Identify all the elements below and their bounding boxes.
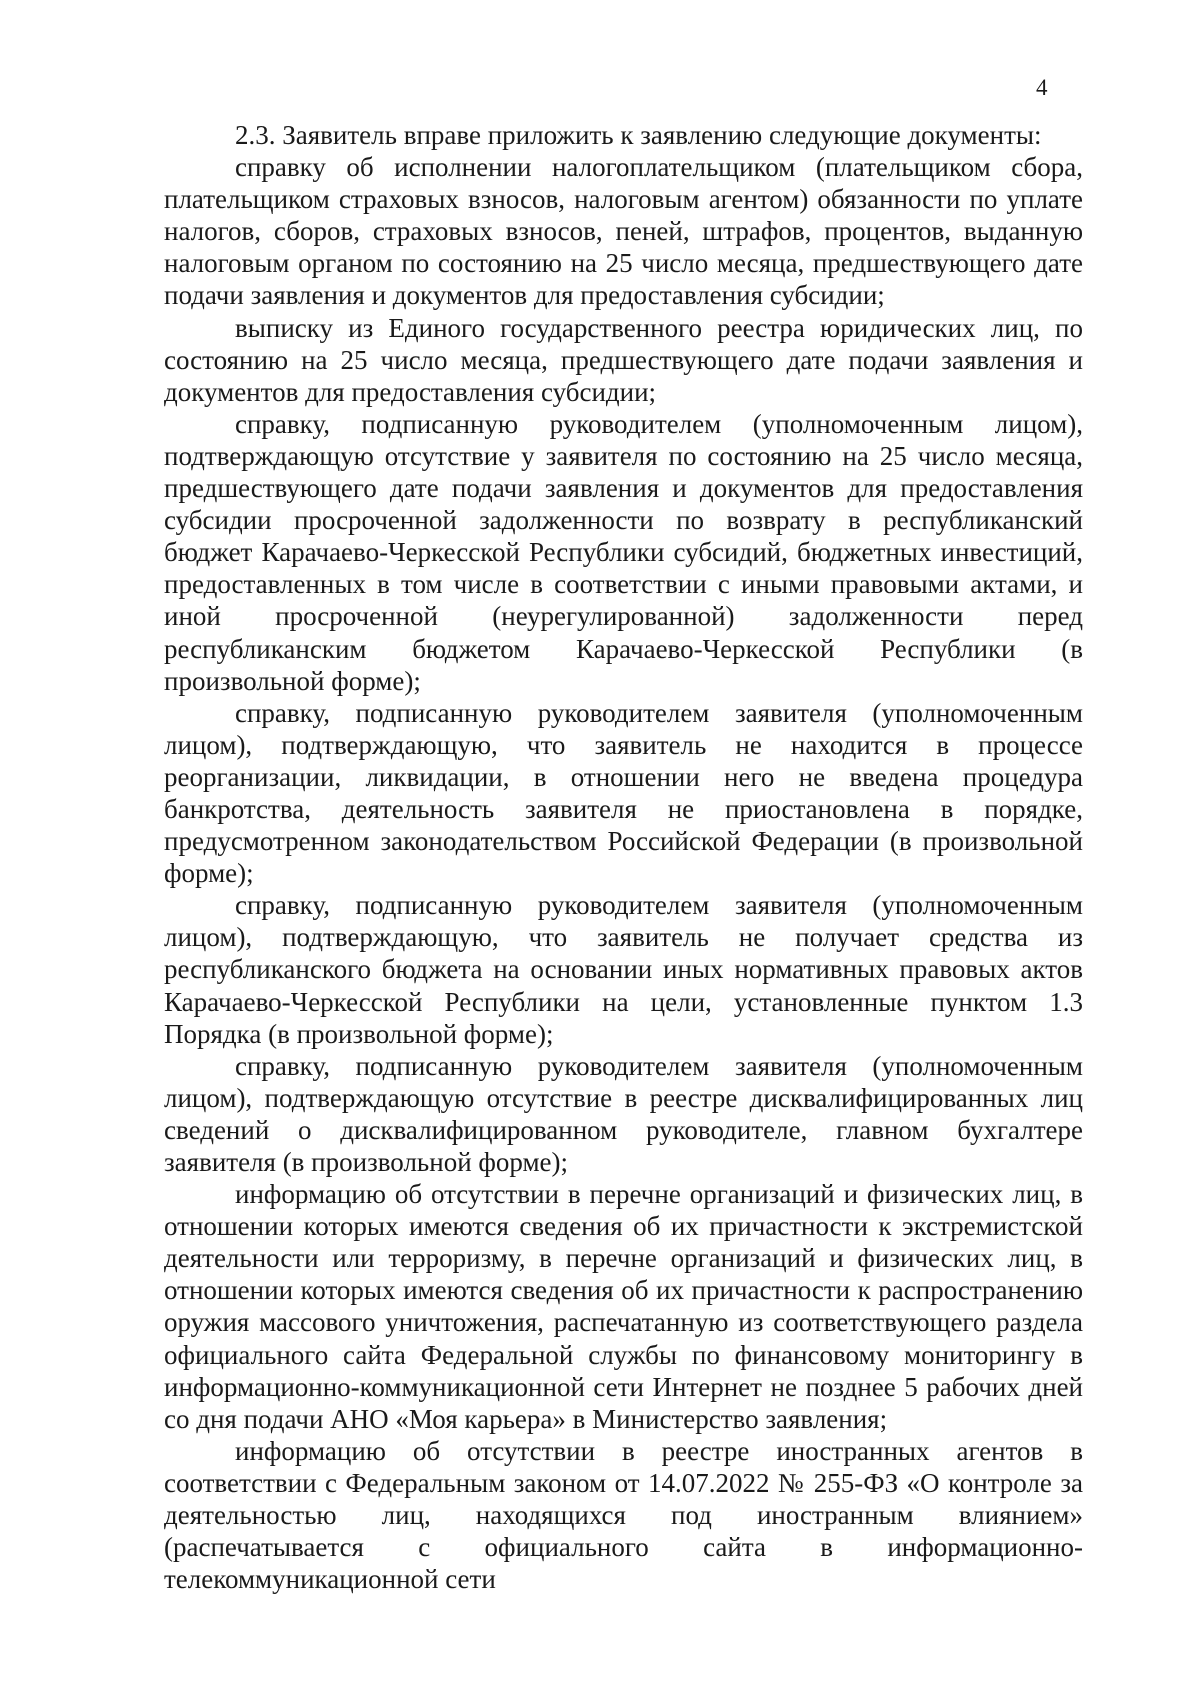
paragraph-egrul-extract: выписку из Единого государственного реестра юридических лиц, по состоянию на 25 число месяца, предшествующего дате подачи заявления и документов для предоставления субсидии; — [164, 312, 1083, 407]
document-body — [164, 119, 1083, 1595]
paragraph-foreign-agents: информацию об отсутствии в реестре иностранных агентов в соответствии с Федеральным законом от 14.07.2022 № 255-ФЗ «О контроле за деятельностью лиц, находящихся под иностранным влиянием» (распечатывается с официального сайта в информационно-телекоммуникационной сети — [164, 1435, 1083, 1595]
paragraph-no-reorganization: справку, подписанную руководителем заявителя (уполномоченным лицом), подтверждающую, что заявитель не находится в процессе реорганизации, ликвидации, в отношении него не введена процедура банкротства, деятельность заявителя не приостановлена в порядке, предусмотренном законодательством Российской Федерации (в произвольной форме); — [164, 697, 1083, 889]
paragraph-no-other-funding: справку, подписанную руководителем заявителя (уполномоченным лицом), подтверждающую, что заявитель не получает средства из республиканского бюджета на основании иных нормативных правовых актов Карачаево-Черкесской Республики на цели, установленные пунктом 1.3 Порядка (в произвольной форме); — [164, 890, 1083, 1049]
page-number: 4 — [1036, 75, 1048, 100]
paragraph-extremism-check: информацию об отсутствии в перечне организаций и физических лиц, в отношении которых имеются сведения об их причастности к экстремистской деятельности или терроризму, в перечне организаций и физических лиц, в отношении которых имеются сведения об их причастности к распространению оружия массового уничтожения, распечатанную из соответствующего раздела официального сайта Федеральной службы по финансовому мониторингу в информационно-коммуникационной сети Интернет не позднее 5 рабочих дней со дня подачи АНО «Моя карьера» в Министерство заявления; — [164, 1179, 1083, 1434]
paragraph-no-disqualified: справку, подписанную руководителем заявителя (уполномоченным лицом), подтверждающую отсутствие в реестре дисквалифицированных лиц сведений о дисквалифицированном руководителе, главном бухгалтере заявителя (в произвольной форме); — [164, 1050, 1083, 1177]
paragraph-section-2-3: 2.3. Заявитель вправе приложить к заявлению следующие документы: — [235, 120, 1042, 150]
paragraph-no-overdue-debt: справку, подписанную руководителем (уполномоченным лицом), подтверждающую отсутствие у заявителя по состоянию на 25 число месяца, предшествующего дате подачи заявления и документов для предоставления субсидии просроченной задолженности по возврату в республиканский бюджет Карачаево-Черкесской Республики субсидий, бюджетных инвестиций, предоставленных в том числе в соответствии с иными правовыми актами, и иной просроченной (неурегулированной) задолженности перед республиканским бюджетом Карачаево-Черкесской Республики (в произвольной форме); — [164, 408, 1083, 696]
paragraph-tax-certificate: справку об исполнении налогоплательщиком (плательщиком сбора, плательщиком страховых взносов, налоговым агентом) обязанности по уплате налогов, сборов, страховых взносов, пеней, штрафов, процентов, выданную налоговым органом по состоянию на 25 число месяца, предшествующего дате подачи заявления и документов для предоставления субсидии; — [164, 152, 1083, 311]
